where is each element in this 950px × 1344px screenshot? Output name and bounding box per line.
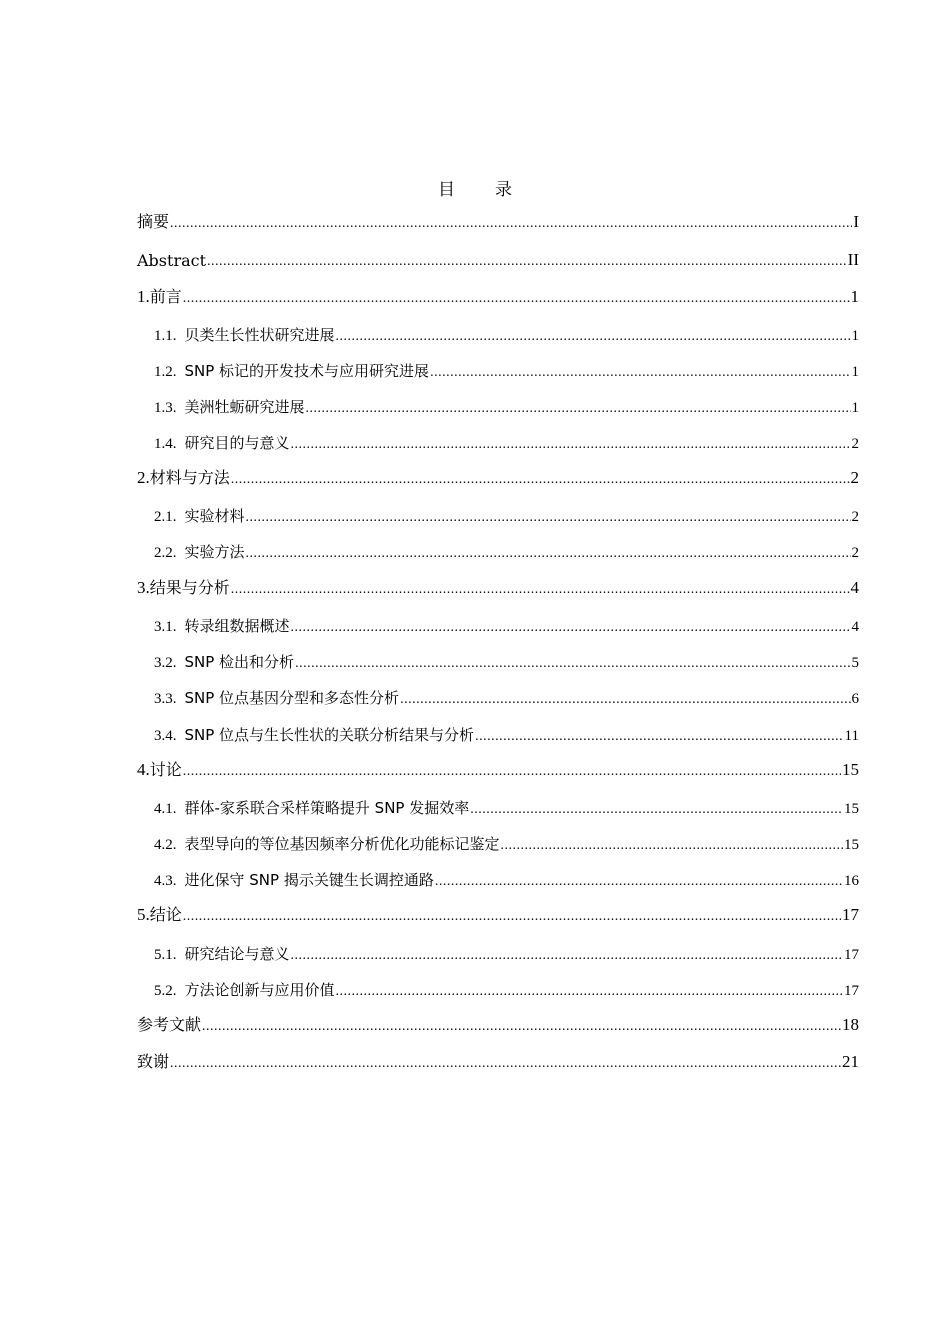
toc-dot-leader: [183, 763, 841, 780]
toc-entry-label: [137, 724, 474, 745]
toc-entry[interactable]: [137, 976, 859, 1000]
toc-entry-label: [137, 1012, 201, 1035]
toc-entry-label: [137, 1049, 169, 1072]
toc-entry-page-number: 1: [850, 287, 859, 306]
toc-entry-title: Abstract: [137, 251, 207, 270]
toc-entry-title: 实验方法: [184, 543, 245, 561]
toc-entry[interactable]: [137, 429, 859, 453]
toc-entry-number: 4.3.: [154, 873, 177, 889]
toc-entry[interactable]: [137, 321, 859, 345]
toc-entry-page-number: 18: [842, 1015, 859, 1034]
toc-entry-label: [137, 360, 429, 381]
toc-entry-label: [137, 757, 182, 780]
toc-entry-title: 结果与分析: [149, 578, 230, 597]
toc-entry-number: 3.3.: [154, 691, 177, 707]
toc-entry-title: 研究结论与意义: [184, 945, 290, 963]
toc-entry[interactable]: [137, 502, 859, 526]
toc-entry-number: 3.4.: [154, 728, 177, 744]
toc-dot-leader: [430, 366, 850, 381]
toc-entry-number: 1.3.: [154, 400, 177, 416]
toc-title-char-1: 目: [438, 180, 455, 200]
toc-entry-page-number: 4: [850, 578, 859, 597]
toc-entry-page-number: 2: [851, 436, 859, 452]
toc-entry-label: [137, 396, 305, 417]
toc-entry-title: 实验材料: [184, 507, 245, 525]
toc-dot-leader: [306, 402, 851, 417]
toc-dot-leader: [291, 438, 851, 453]
toc-entry[interactable]: [137, 574, 859, 598]
toc-entry[interactable]: [137, 866, 859, 890]
toc-entry[interactable]: [137, 464, 859, 488]
toc-entry-page-number: 5: [851, 655, 859, 671]
toc-entry-page-number: 1: [851, 400, 859, 416]
toc-dot-leader: [231, 581, 850, 598]
toc-dot-leader: [400, 693, 850, 708]
toc-entry-number: 2.1.: [154, 509, 177, 525]
toc-dot-leader: [170, 215, 852, 232]
toc-dot-leader: [295, 657, 850, 672]
toc-entry-page-number: 11: [844, 728, 859, 744]
toc-dot-leader: [202, 1018, 841, 1035]
toc-entry-title: 转录组数据概述: [184, 617, 290, 635]
toc-entry[interactable]: [137, 648, 859, 672]
toc-entry-page-number: 1: [851, 364, 859, 380]
toc-dot-leader: [207, 253, 847, 270]
toc-entry-number: 4.: [137, 760, 150, 779]
toc-entry[interactable]: [137, 283, 859, 307]
toc-dot-leader: [291, 621, 851, 636]
toc-title-char-2: 录: [495, 180, 512, 200]
toc-dot-leader: [170, 1055, 841, 1072]
toc-entry-label: [137, 651, 294, 672]
toc-entry-number: 1.4.: [154, 436, 177, 452]
toc-entry-label: [137, 284, 182, 307]
toc-entry-label: [137, 324, 335, 345]
toc-entry-title: 方法论创新与应用价值: [184, 981, 335, 999]
toc-dot-leader: [501, 839, 843, 854]
toc-dot-leader: [475, 730, 843, 745]
toc-entry-title: 进化保守 SNP 揭示关键生长调控通路: [184, 871, 434, 889]
toc-entry-label: [137, 209, 169, 232]
toc-entry[interactable]: [137, 684, 859, 708]
toc-entry-label: [137, 465, 230, 488]
toc-entry-page-number: 15: [844, 837, 859, 853]
toc-entry-title: 研究目的与意义: [184, 434, 290, 452]
toc-entry[interactable]: [137, 357, 859, 381]
toc-entry[interactable]: [137, 538, 859, 562]
toc-entry-number: 2.: [137, 468, 150, 487]
toc-entry-title: 表型导向的等位基因频率分析优化功能标记鉴定: [184, 835, 500, 853]
toc-entry-number: 3.2.: [154, 655, 177, 671]
toc-entry-label: [137, 251, 206, 270]
toc-entry-page-number: 15: [842, 760, 859, 779]
toc-entry-title: 材料与方法: [149, 468, 230, 487]
toc-entry-label: [137, 833, 500, 854]
toc-entry-page-number: 2: [850, 468, 859, 487]
toc-entry-title: SNP 标记的开发技术与应用研究进展: [184, 362, 430, 380]
toc-entry-page-number: 17: [844, 983, 859, 999]
toc-entry[interactable]: [137, 756, 859, 780]
toc-dot-leader: [246, 511, 851, 526]
toc-entry-page-number: 15: [844, 801, 859, 817]
toc-dot-leader: [246, 547, 851, 562]
toc-entry-title: 结论: [149, 905, 182, 924]
toc-dot-leader: [183, 908, 841, 925]
toc-entry-label: [137, 869, 434, 890]
toc-dot-leader: [336, 330, 851, 345]
toc-entry[interactable]: [137, 830, 859, 854]
toc-entry[interactable]: [137, 901, 859, 925]
toc-entry-number: 4.1.: [154, 801, 177, 817]
toc-entry-page-number: 16: [844, 873, 859, 889]
toc-dot-leader: [470, 803, 843, 818]
toc-entry[interactable]: [137, 393, 859, 417]
toc-entry[interactable]: [137, 1048, 859, 1072]
toc-entry-label: [137, 902, 182, 925]
toc-title: [0, 175, 950, 200]
toc-entry-label: [137, 943, 290, 964]
toc-entry-number: 5.1.: [154, 947, 177, 963]
toc-entry[interactable]: [137, 721, 859, 745]
toc-entry-label: [137, 797, 469, 818]
toc-entry-title: SNP 位点基因分型和多态性分析: [184, 689, 400, 707]
toc-entry-label: [137, 615, 290, 636]
toc-entry-page-number: 1: [851, 328, 859, 344]
toc-dot-leader: [435, 875, 843, 890]
toc-entry-page-number: 17: [842, 905, 859, 924]
toc-entry-title: 群体-家系联合采样策略提升 SNP 发掘效率: [184, 799, 470, 817]
toc-dot-leader: [336, 985, 843, 1000]
toc-entry-label: [137, 687, 399, 708]
toc-entry-title: 美洲牡蛎研究进展: [184, 398, 305, 416]
toc-dot-leader: [231, 471, 850, 488]
toc-entry-label: [137, 505, 245, 526]
toc-entry-number: 1.2.: [154, 364, 177, 380]
toc-entry-page-number: I: [853, 212, 859, 231]
toc-entry-title: 前言: [149, 287, 182, 306]
toc-entry-number: 3.1.: [154, 619, 177, 635]
toc-entry-title: 讨论: [149, 760, 182, 779]
toc-entry-label: [137, 432, 290, 453]
toc-entry-number: 3.: [137, 578, 150, 597]
toc-entry[interactable]: [137, 794, 859, 818]
toc-entry-title: 贝类生长性状研究进展: [184, 326, 335, 344]
toc-entry-number: 2.2.: [154, 545, 177, 561]
toc-entry-page-number: 6: [851, 691, 859, 707]
toc-entry-number: 1.1.: [154, 328, 177, 344]
toc-entry-page-number: 21: [842, 1052, 859, 1071]
toc-entry-number: 4.2.: [154, 837, 177, 853]
toc-entry[interactable]: [137, 1011, 859, 1035]
toc-dot-leader: [183, 290, 850, 307]
toc-entry-title: 致谢: [137, 1052, 170, 1071]
toc-entry-page-number: 2: [851, 509, 859, 525]
toc-entry-title: 参考文献: [137, 1015, 202, 1034]
toc-entry-page-number: 17: [844, 947, 859, 963]
toc-entry[interactable]: [137, 612, 859, 636]
toc-entry[interactable]: [137, 940, 859, 964]
toc-entry-title: SNP 检出和分析: [184, 653, 295, 671]
toc-entry-label: [137, 979, 335, 1000]
toc-entry[interactable]: [137, 246, 859, 270]
toc-entry-title: 摘要: [137, 212, 170, 231]
toc-entry-number: 5.: [137, 905, 150, 924]
toc-entry-page-number: 2: [851, 545, 859, 561]
toc-entry[interactable]: [137, 208, 859, 232]
toc-entry-page-number: 4: [851, 619, 859, 635]
toc-entry-page-number: II: [847, 250, 859, 269]
toc-entry-label: [137, 541, 245, 562]
toc-entry-number: 1.: [137, 287, 150, 306]
toc-dot-leader: [291, 949, 843, 964]
toc-entry-label: [137, 575, 230, 598]
toc-entry-title: SNP 位点与生长性状的关联分析结果与分析: [184, 726, 475, 744]
toc-entry-number: 5.2.: [154, 983, 177, 999]
